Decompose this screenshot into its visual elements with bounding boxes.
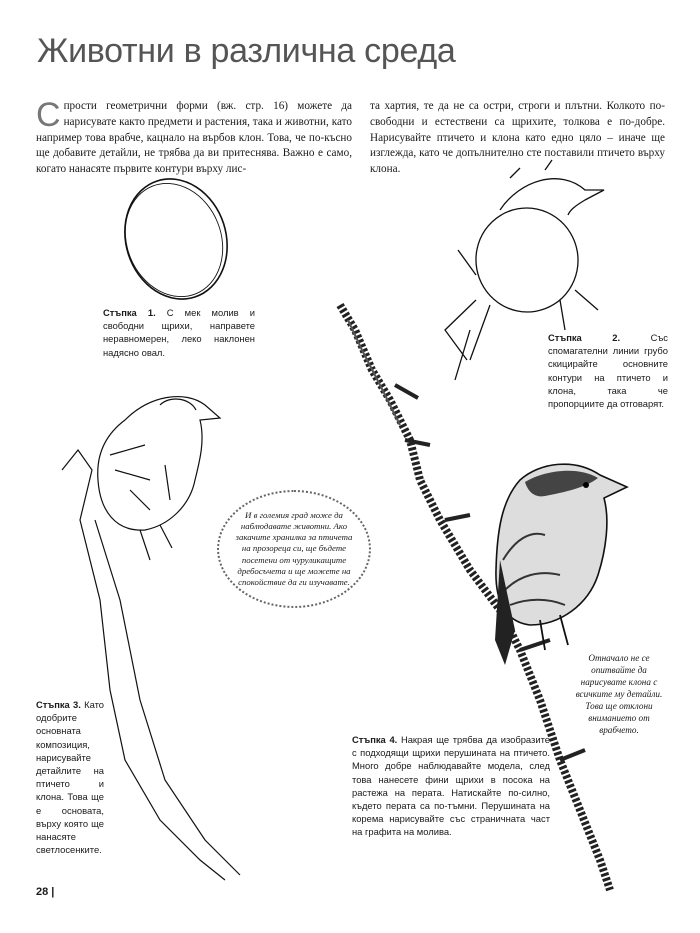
tip-bubble-text: И в големия град може да наблюдавате животни. Ако закачите хранилка за птичета на прозореца си, ще бъдете посетени от чуруликащите дребосъчета и ще можете на спокойствие да ги изучавате. (235, 509, 353, 587)
step2-caption (548, 331, 668, 410)
step1-text: С мек молив и свободни щрихи, направете неравномерен, леко наклонен надясно овал. (103, 307, 255, 358)
step3-text: Като одобрите основната композиция, нарисувайте детайлите на птичето и клона. Това ще е основата, върху която ще нанасяте светлосенките. (36, 699, 104, 856)
intro-left-body: прости геометрични форми (вж. стр. 16) можете да нарисувате както предмети и растения, така и животни, като например това врабче, кацнало на върбов клон. Това, че по-късно ще добавите детайли, не трябва да ви притеснява. Важно е само, когато нанасяте първите контури върху лис- (36, 100, 352, 176)
tip-bubble (217, 490, 371, 608)
page-number: 28 | (36, 886, 55, 898)
step4-caption (352, 733, 550, 839)
step3-label: Стъпка 3. (36, 699, 81, 710)
step1-caption (103, 306, 255, 359)
step2-text: Със спомагателни линии грубо скицирайте основните контури на птичето и клона, така че пропорциите да отговарят. (548, 332, 668, 410)
step4-label: Стъпка 4. (352, 734, 398, 745)
step1-label: Стъпка 1. (103, 307, 156, 318)
step4-text: Накрая ще трябва да изобразите с подходящи щрихи перушината на птичето. Много добре наблюдавайте модела, след това нанесете фини щрихи в посока на растежа на перата. Натискайте по-силно, където перата са по-тъмни. Перушината на корема нарисувайте със страничната част на графита на молива. (352, 734, 550, 838)
drop-cap: С (36, 96, 61, 134)
side-tip: Отначало не се опитвайте да нарисувате клона с всичките му детайли. Това ще отклони вниманието от врабчето. (575, 653, 663, 735)
step1-oval-sketch (109, 166, 243, 313)
step3-caption (36, 698, 104, 856)
page-title: Животни в различна среда (37, 32, 456, 70)
intro-text-right: та хартия, те да не са остри, строги и плътни. Колкото по-свободни и естествени са щрихите, толкова е по-добре. Нарисувайте птичето и клона като едно цяло – иначе ще изглежда, като че допълнително сте поставили птичето върху клона. (370, 100, 665, 176)
step2-label: Стъпка 2. (548, 332, 621, 343)
